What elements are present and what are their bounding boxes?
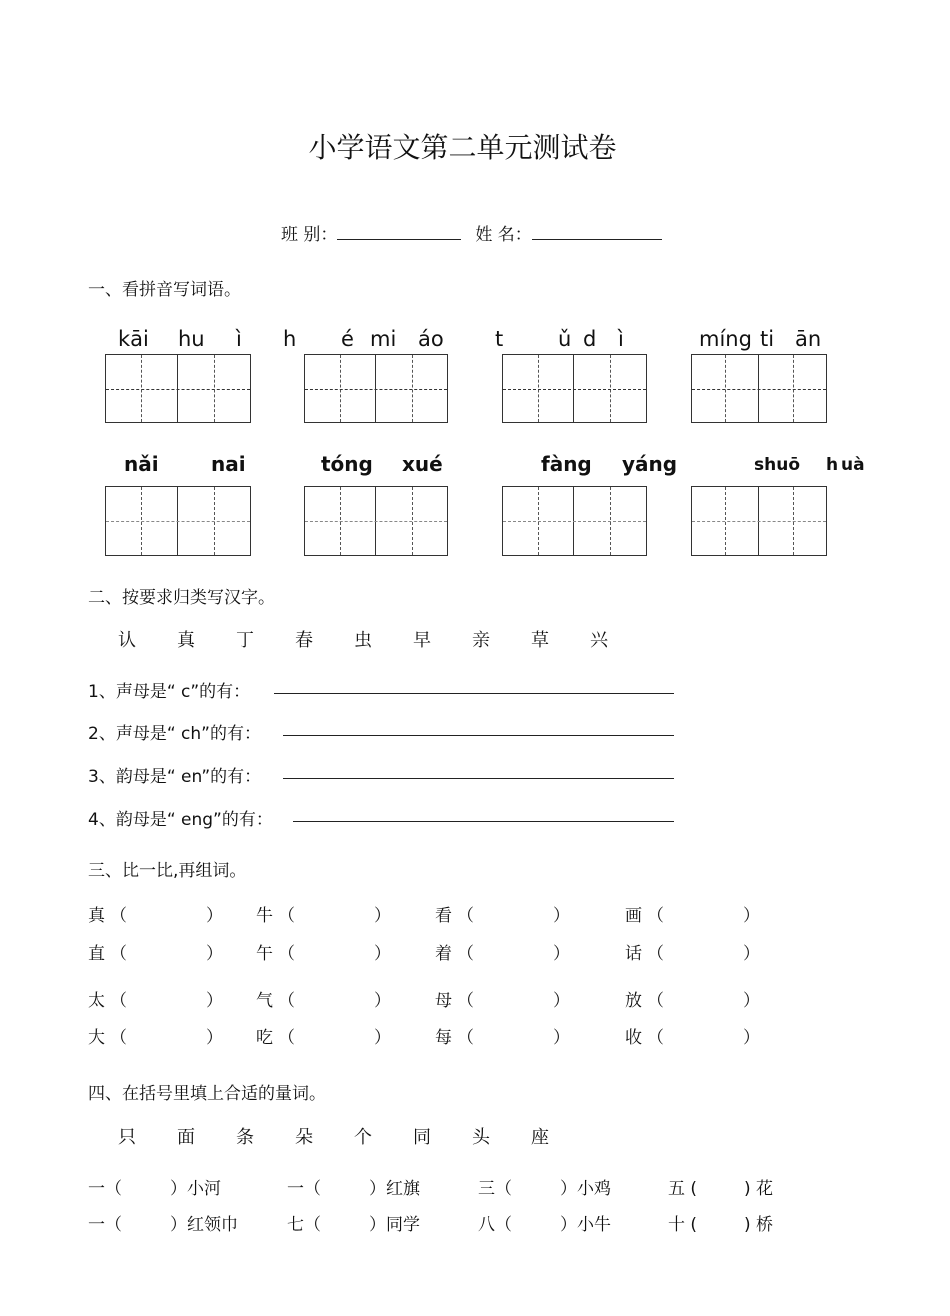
char-item: 早 [413,630,431,651]
tianzige-box[interactable] [105,486,251,556]
fill-prefix: 七（ [287,1215,321,1235]
measure-word: 头 [472,1127,490,1148]
pinyin: fàng [541,452,592,476]
section4-heading: 四、在括号里填上合适的量词。 [88,1084,326,1104]
measure-word: 面 [177,1127,195,1148]
char-bank [118,626,649,652]
compare-char: 太 [88,991,105,1011]
section2-heading: 二、按要求归类写汉字。 [88,588,275,608]
pinyin: uà [841,455,865,475]
measure-word: 同 [413,1127,431,1148]
measure-word-bank [118,1123,590,1149]
pinyin: nǎi [124,452,159,476]
tianzige-box[interactable] [691,486,827,556]
measure-word: 座 [531,1127,549,1148]
pinyin: tóng [321,452,373,476]
compare-char: 吃 [256,1028,273,1048]
name-field[interactable] [532,221,662,240]
fill-prefix: 八（ [478,1215,512,1235]
pinyin: yáng [622,452,678,476]
fill-prefix: 一（ [287,1179,321,1199]
question-label: 3、韵母是“ en”的有： [88,767,262,787]
compare-char: 真 [88,906,105,926]
tianzige-box[interactable] [691,354,827,423]
compare-char: 画 [625,906,642,926]
compare-char: 收 [625,1028,642,1048]
compare-char: 牛 [256,906,273,926]
close-paren: ） [743,906,760,926]
compare-char: 母 [435,991,452,1011]
compare-char: 午 [256,944,273,964]
close-paren: ） [374,991,391,1011]
char-item: 丁 [236,630,254,651]
close-paren: ） [374,1028,391,1048]
pinyin: ti [760,327,775,351]
measure-word: 只 [118,1127,136,1148]
close-paren: ） [553,944,570,964]
pinyin: ǔ [558,327,572,351]
char-item: 真 [177,630,195,651]
fill-prefix: 五 ( [668,1179,698,1199]
pinyin: míng [699,327,752,351]
fill-prefix: 三（ [478,1179,512,1199]
open-paren: （ [457,1028,474,1048]
compare-char: 直 [88,944,105,964]
answer-line[interactable] [293,821,674,822]
pinyin: ì [236,327,242,351]
close-paren: ） [743,1028,760,1048]
open-paren: （ [110,991,127,1011]
tianzige-box[interactable] [304,354,448,423]
char-item: 虫 [354,630,372,651]
char-item: 春 [295,630,313,651]
tianzige-box[interactable] [502,486,647,556]
tianzige-box[interactable] [502,354,647,423]
open-paren: （ [110,1028,127,1048]
pinyin: t [495,327,504,351]
pinyin: nai [211,452,246,476]
close-paren: ） [553,906,570,926]
fill-suffix: ) 桥 [744,1215,774,1235]
open-paren: （ [457,906,474,926]
pinyin: é [341,327,354,351]
open-paren: （ [457,944,474,964]
fill-suffix: ）同学 [369,1215,420,1235]
pinyin: h [283,327,297,351]
close-paren: ） [553,1028,570,1048]
pinyin: d [583,327,597,351]
fill-suffix: ）小河 [170,1179,221,1199]
fill-prefix: 十 ( [668,1215,698,1235]
char-item: 草 [531,630,549,651]
close-paren: ） [743,991,760,1011]
close-paren: ） [374,906,391,926]
fill-suffix: ）小牛 [560,1215,611,1235]
open-paren: （ [457,991,474,1011]
close-paren: ） [206,944,223,964]
char-item: 认 [118,630,136,651]
open-paren: （ [110,906,127,926]
tianzige-box[interactable] [304,486,448,556]
pinyin: ān [795,327,822,351]
open-paren: （ [278,991,295,1011]
pinyin: hu [178,327,205,351]
compare-char: 放 [625,991,642,1011]
open-paren: （ [647,906,664,926]
close-paren: ） [206,1028,223,1048]
measure-word: 条 [236,1127,254,1148]
section1-heading: 一、看拼音写词语。 [88,280,241,300]
close-paren: ） [743,944,760,964]
name-label: 姓 名： [475,225,532,245]
fill-prefix: 一（ [88,1179,122,1199]
page-title: 小学语文第二单元测试卷 [308,131,617,164]
close-paren: ） [206,991,223,1011]
pinyin: kāi [118,327,149,351]
compare-char: 每 [435,1028,452,1048]
pinyin: mi [370,327,397,351]
open-paren: （ [110,944,127,964]
open-paren: （ [278,906,295,926]
question-label: 2、声母是“ ch”的有： [88,724,261,744]
close-paren: ） [206,906,223,926]
pinyin: ì [618,327,624,351]
compare-char: 气 [256,991,273,1011]
open-paren: （ [278,1028,295,1048]
class-label: 班 别： [281,225,338,245]
section3-heading: 三、比一比,再组词。 [88,861,247,881]
pinyin: shuō [754,455,801,475]
fill-suffix: ) 花 [744,1179,774,1199]
close-paren: ） [553,991,570,1011]
fill-suffix: ）红旗 [369,1179,420,1199]
compare-char: 着 [435,944,452,964]
open-paren: （ [647,944,664,964]
measure-word: 朵 [295,1127,313,1148]
question-label: 4、韵母是“ eng”的有： [88,810,273,830]
close-paren: ） [374,944,391,964]
fill-suffix: ）小鸡 [560,1179,611,1199]
tianzige-box[interactable] [105,354,251,423]
compare-char: 话 [625,944,642,964]
fill-suffix: ）红领巾 [170,1215,238,1235]
compare-char: 大 [88,1028,105,1048]
fill-prefix: 一（ [88,1215,122,1235]
answer-line[interactable] [283,778,674,779]
question-label: 1、声母是“ c”的有： [88,682,251,702]
pinyin: xué [402,452,443,476]
answer-line[interactable] [274,693,674,694]
open-paren: （ [278,944,295,964]
pinyin: h [826,455,839,475]
pinyin: áo [418,327,444,351]
measure-word: 个 [354,1127,372,1148]
answer-line[interactable] [283,735,674,736]
class-field[interactable] [337,221,461,240]
char-item: 亲 [472,630,490,651]
compare-char: 看 [435,906,452,926]
student-info-row [281,220,676,245]
open-paren: （ [647,1028,664,1048]
open-paren: （ [647,991,664,1011]
char-item: 兴 [590,630,608,651]
